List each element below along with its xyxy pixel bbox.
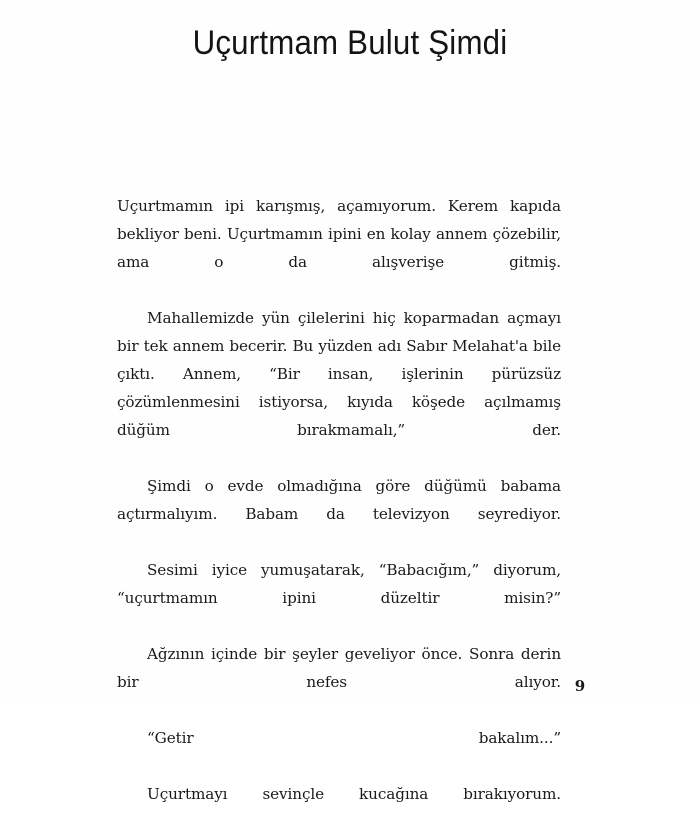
paragraph: Sesimi iyice yumuşatarak, “Babacığım,” diyorum, “uçurtmamın ipini düzeltir misin?” (117, 561, 561, 607)
paragraph: “Getir bakalım...” (147, 729, 561, 747)
paragraph: Şimdi o evde olmadığına göre düğümü babama açtırmalıyım. Babam da televizyon seyrediyor. (117, 477, 561, 523)
paragraph: Mahallemizde yün çilelerini hiç koparmadan açmayı bir tek annem becerir. Bu yüzden adı Sabır Melahat'a bile çıktı. Annem, “Bir insan, işlerinin pürüzsüz çözümlenmesini istiyorsa, kıyıda köşede açılmamış düğüm bırakmamalı,” der. (117, 309, 561, 439)
paragraph: Ağzının içinde bir şeyler geveliyor önce. Sonra derin bir nefes alıyor. (117, 645, 561, 691)
chapter-title: Uçurtmam Bulut Şimdi (192, 23, 508, 62)
page-number: 9 (574, 677, 586, 695)
paragraph: Uçurtmayı sevinçle kucağına bırakıyorum. (147, 785, 561, 803)
paragraph: Uçurtmamın ipi karışmış, açamıyorum. Kerem kapıda bekliyor beni. Uçurtmamın ipini en kolay annem çözebilir, ama o da alışverişe gitmiş. (117, 197, 561, 271)
body-text-block (117, 192, 561, 836)
